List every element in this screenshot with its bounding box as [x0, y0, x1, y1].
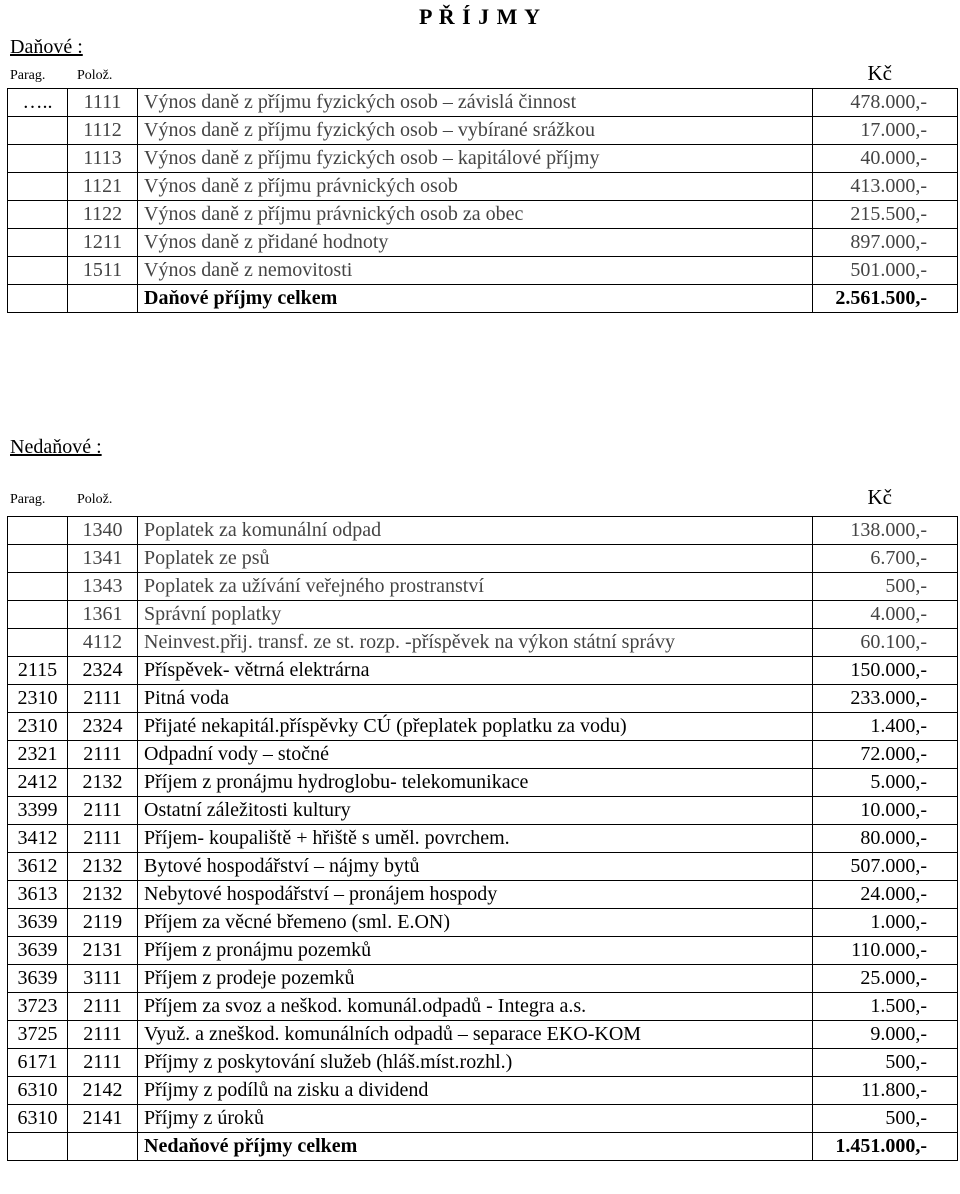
description-cell: Výnos daně z přidané hodnoty: [138, 229, 813, 257]
parag-cell: 2412: [8, 769, 68, 797]
description-cell: Pitná voda: [138, 685, 813, 713]
amount-cell: 500,-: [813, 1105, 958, 1133]
description-cell: Příjmy z úroků: [138, 1105, 813, 1133]
description-cell: Výnos daně z příjmu právnických osob: [138, 173, 813, 201]
parag-cell: 3412: [8, 825, 68, 853]
amount-cell: 233.000,-: [813, 685, 958, 713]
description-cell: Bytové hospodářství – nájmy bytů: [138, 853, 813, 881]
poloz-cell: 4112: [68, 629, 138, 657]
table-row: [8, 741, 958, 769]
parag-cell: 2310: [8, 713, 68, 741]
poloz-cell: 2111: [68, 1021, 138, 1049]
description-cell: Příjem z pronájmu hydroglobu- telekomunikace: [138, 769, 813, 797]
poloz-cell: 2132: [68, 881, 138, 909]
parag-cell: [8, 629, 68, 657]
col-poloz-header: Polož.: [77, 68, 113, 83]
amount-cell: 500,-: [813, 1049, 958, 1077]
description-cell: Příjmy z poskytování služeb (hláš.míst.rozhl.): [138, 1049, 813, 1077]
table-row: [8, 145, 958, 173]
description-cell: Výnos daně z příjmu fyzických osob – závislá činnost: [138, 89, 813, 117]
poloz-cell: 2131: [68, 937, 138, 965]
poloz-cell: 1361: [68, 601, 138, 629]
description-cell: Přijaté nekapitál.příspěvky CÚ (přeplatek poplatku za vodu): [138, 713, 813, 741]
parag-cell: 3725: [8, 1021, 68, 1049]
table-row: [8, 769, 958, 797]
table-row: [8, 1105, 958, 1133]
parag-cell: 3639: [8, 965, 68, 993]
table-row: [8, 713, 958, 741]
amount-cell: 507.000,-: [813, 853, 958, 881]
parag-cell: [8, 517, 68, 545]
parag-cell: 3612: [8, 853, 68, 881]
table-row: [8, 573, 958, 601]
col-kc-header: Kč: [867, 61, 892, 85]
table-row: [8, 629, 958, 657]
parag-cell: 3613: [8, 881, 68, 909]
amount-cell: 110.000,-: [813, 937, 958, 965]
tax-income-table: [7, 88, 958, 313]
description-cell: Příjem z prodeje pozemků: [138, 965, 813, 993]
parag-cell: [8, 117, 68, 145]
col-parag-header: Parag.: [10, 492, 46, 507]
poloz-cell: 2111: [68, 797, 138, 825]
description-cell: Příspěvek- větrná elektrárna: [138, 657, 813, 685]
description-cell: Příjem- koupaliště + hřiště s uměl. povrchem.: [138, 825, 813, 853]
poloz-cell: 1211: [68, 229, 138, 257]
description-cell: Výnos daně z nemovitosti: [138, 257, 813, 285]
poloz-cell: 2141: [68, 1105, 138, 1133]
amount-cell: 17.000,-: [813, 117, 958, 145]
amount-cell: 10.000,-: [813, 797, 958, 825]
table-row: [8, 229, 958, 257]
poloz-cell: 2132: [68, 769, 138, 797]
total-label: Daňové příjmy celkem: [138, 285, 813, 313]
description-cell: Příjmy z podílů na zisku a dividend: [138, 1077, 813, 1105]
amount-cell: 25.000,-: [813, 965, 958, 993]
poloz-cell: 1340: [68, 517, 138, 545]
table-row: [8, 965, 958, 993]
parag-cell: [8, 173, 68, 201]
poloz-cell: 2111: [68, 825, 138, 853]
description-cell: Poplatek ze psů: [138, 545, 813, 573]
amount-cell: 478.000,-: [813, 89, 958, 117]
amount-cell: 6.700,-: [813, 545, 958, 573]
parag-cell: [8, 201, 68, 229]
parag-cell: 3399: [8, 797, 68, 825]
tax-column-header: [10, 61, 950, 86]
parag-cell: [8, 573, 68, 601]
table-row: [8, 1021, 958, 1049]
col-parag-header: Parag.: [10, 68, 46, 83]
parag-cell: 6310: [8, 1077, 68, 1105]
total-label: Nedaňové příjmy celkem: [138, 1133, 813, 1161]
description-cell: Výnos daně z příjmu právnických osob za obec: [138, 201, 813, 229]
parag-cell: [8, 1133, 68, 1161]
amount-cell: 138.000,-: [813, 517, 958, 545]
poloz-cell: [68, 1133, 138, 1161]
table-row: [8, 517, 958, 545]
amount-cell: 500,-: [813, 573, 958, 601]
col-kc-header: Kč: [867, 485, 892, 509]
poloz-cell: 2111: [68, 993, 138, 1021]
parag-cell: [8, 285, 68, 313]
col-poloz-header: Polož.: [77, 492, 113, 507]
table-row: [8, 201, 958, 229]
description-cell: Poplatek za užívání veřejného prostranství: [138, 573, 813, 601]
amount-cell: 11.800,-: [813, 1077, 958, 1105]
table-row: [8, 657, 958, 685]
table-row: [8, 257, 958, 285]
parag-cell: 3639: [8, 937, 68, 965]
table-row: [8, 685, 958, 713]
description-cell: Výnos daně z příjmu fyzických osob – kapitálové příjmy: [138, 145, 813, 173]
parag-cell: 3723: [8, 993, 68, 1021]
amount-cell: 60.100,-: [813, 629, 958, 657]
poloz-cell: 2324: [68, 713, 138, 741]
table-row: [8, 1049, 958, 1077]
table-row: [8, 797, 958, 825]
parag-cell: 2321: [8, 741, 68, 769]
table-row: [8, 1077, 958, 1105]
parag-cell: [8, 229, 68, 257]
poloz-cell: 2111: [68, 741, 138, 769]
amount-cell: 80.000,-: [813, 825, 958, 853]
table-row: [8, 545, 958, 573]
table-row: [8, 909, 958, 937]
amount-cell: 5.000,-: [813, 769, 958, 797]
poloz-cell: 1112: [68, 117, 138, 145]
description-cell: Výnos daně z příjmu fyzických osob – vybírané srážkou: [138, 117, 813, 145]
table-row: [8, 993, 958, 1021]
table-row: [8, 173, 958, 201]
amount-cell: 897.000,-: [813, 229, 958, 257]
parag-cell: 3639: [8, 909, 68, 937]
description-cell: Nebytové hospodářství – pronájem hospody: [138, 881, 813, 909]
poloz-cell: 1343: [68, 573, 138, 601]
parag-cell: 6171: [8, 1049, 68, 1077]
poloz-cell: 1121: [68, 173, 138, 201]
parag-cell: [8, 145, 68, 173]
parag-cell: 2115: [8, 657, 68, 685]
table-row: [8, 117, 958, 145]
amount-cell: 215.500,-: [813, 201, 958, 229]
total-row: [8, 1133, 958, 1161]
description-cell: Využ. a zneškod. komunálních odpadů – separace EKO-KOM: [138, 1021, 813, 1049]
amount-cell: 9.000,-: [813, 1021, 958, 1049]
amount-cell: 24.000,-: [813, 881, 958, 909]
nontax-section-label: Nedaňové :: [10, 436, 102, 458]
amount-cell: 40.000,-: [813, 145, 958, 173]
poloz-cell: 1122: [68, 201, 138, 229]
description-cell: Příjem za věcné břemeno (sml. E.ON): [138, 909, 813, 937]
description-cell: Správní poplatky: [138, 601, 813, 629]
description-cell: Příjem z pronájmu pozemků: [138, 937, 813, 965]
poloz-cell: 1341: [68, 545, 138, 573]
poloz-cell: 1111: [68, 89, 138, 117]
table-row: [8, 853, 958, 881]
description-cell: Příjem za svoz a neškod. komunál.odpadů - Integra a.s.: [138, 993, 813, 1021]
nontax-income-table: [7, 516, 958, 1161]
parag-cell: …..: [8, 89, 68, 117]
table-row: [8, 825, 958, 853]
poloz-cell: 2132: [68, 853, 138, 881]
table-row: [8, 881, 958, 909]
poloz-cell: 2119: [68, 909, 138, 937]
poloz-cell: 2142: [68, 1077, 138, 1105]
poloz-cell: 2111: [68, 685, 138, 713]
amount-cell: 1.000,-: [813, 909, 958, 937]
parag-cell: [8, 257, 68, 285]
poloz-cell: [68, 285, 138, 313]
amount-cell: 4.000,-: [813, 601, 958, 629]
table-row: [8, 89, 958, 117]
total-amount: 2.561.500,-: [813, 285, 958, 313]
description-cell: Odpadní vody – stočné: [138, 741, 813, 769]
nontax-column-header: [10, 485, 950, 510]
amount-cell: 150.000,-: [813, 657, 958, 685]
amount-cell: 1.500,-: [813, 993, 958, 1021]
parag-cell: 6310: [8, 1105, 68, 1133]
total-row: [8, 285, 958, 313]
amount-cell: 72.000,-: [813, 741, 958, 769]
parag-cell: [8, 545, 68, 573]
tax-section-label: Daňové :: [10, 36, 83, 58]
parag-cell: [8, 601, 68, 629]
amount-cell: 1.400,-: [813, 713, 958, 741]
amount-cell: 413.000,-: [813, 173, 958, 201]
table-row: [8, 601, 958, 629]
description-cell: Poplatek za komunální odpad: [138, 517, 813, 545]
description-cell: Ostatní záležitosti kultury: [138, 797, 813, 825]
poloz-cell: 2111: [68, 1049, 138, 1077]
amount-cell: 501.000,-: [813, 257, 958, 285]
description-cell: Neinvest.přij. transf. ze st. rozp. -příspěvek na výkon státní správy: [138, 629, 813, 657]
poloz-cell: 3111: [68, 965, 138, 993]
poloz-cell: 1511: [68, 257, 138, 285]
poloz-cell: 2324: [68, 657, 138, 685]
parag-cell: 2310: [8, 685, 68, 713]
table-row: [8, 937, 958, 965]
total-amount: 1.451.000,-: [813, 1133, 958, 1161]
page-title: P Ř Í J M Y: [418, 4, 541, 29]
poloz-cell: 1113: [68, 145, 138, 173]
